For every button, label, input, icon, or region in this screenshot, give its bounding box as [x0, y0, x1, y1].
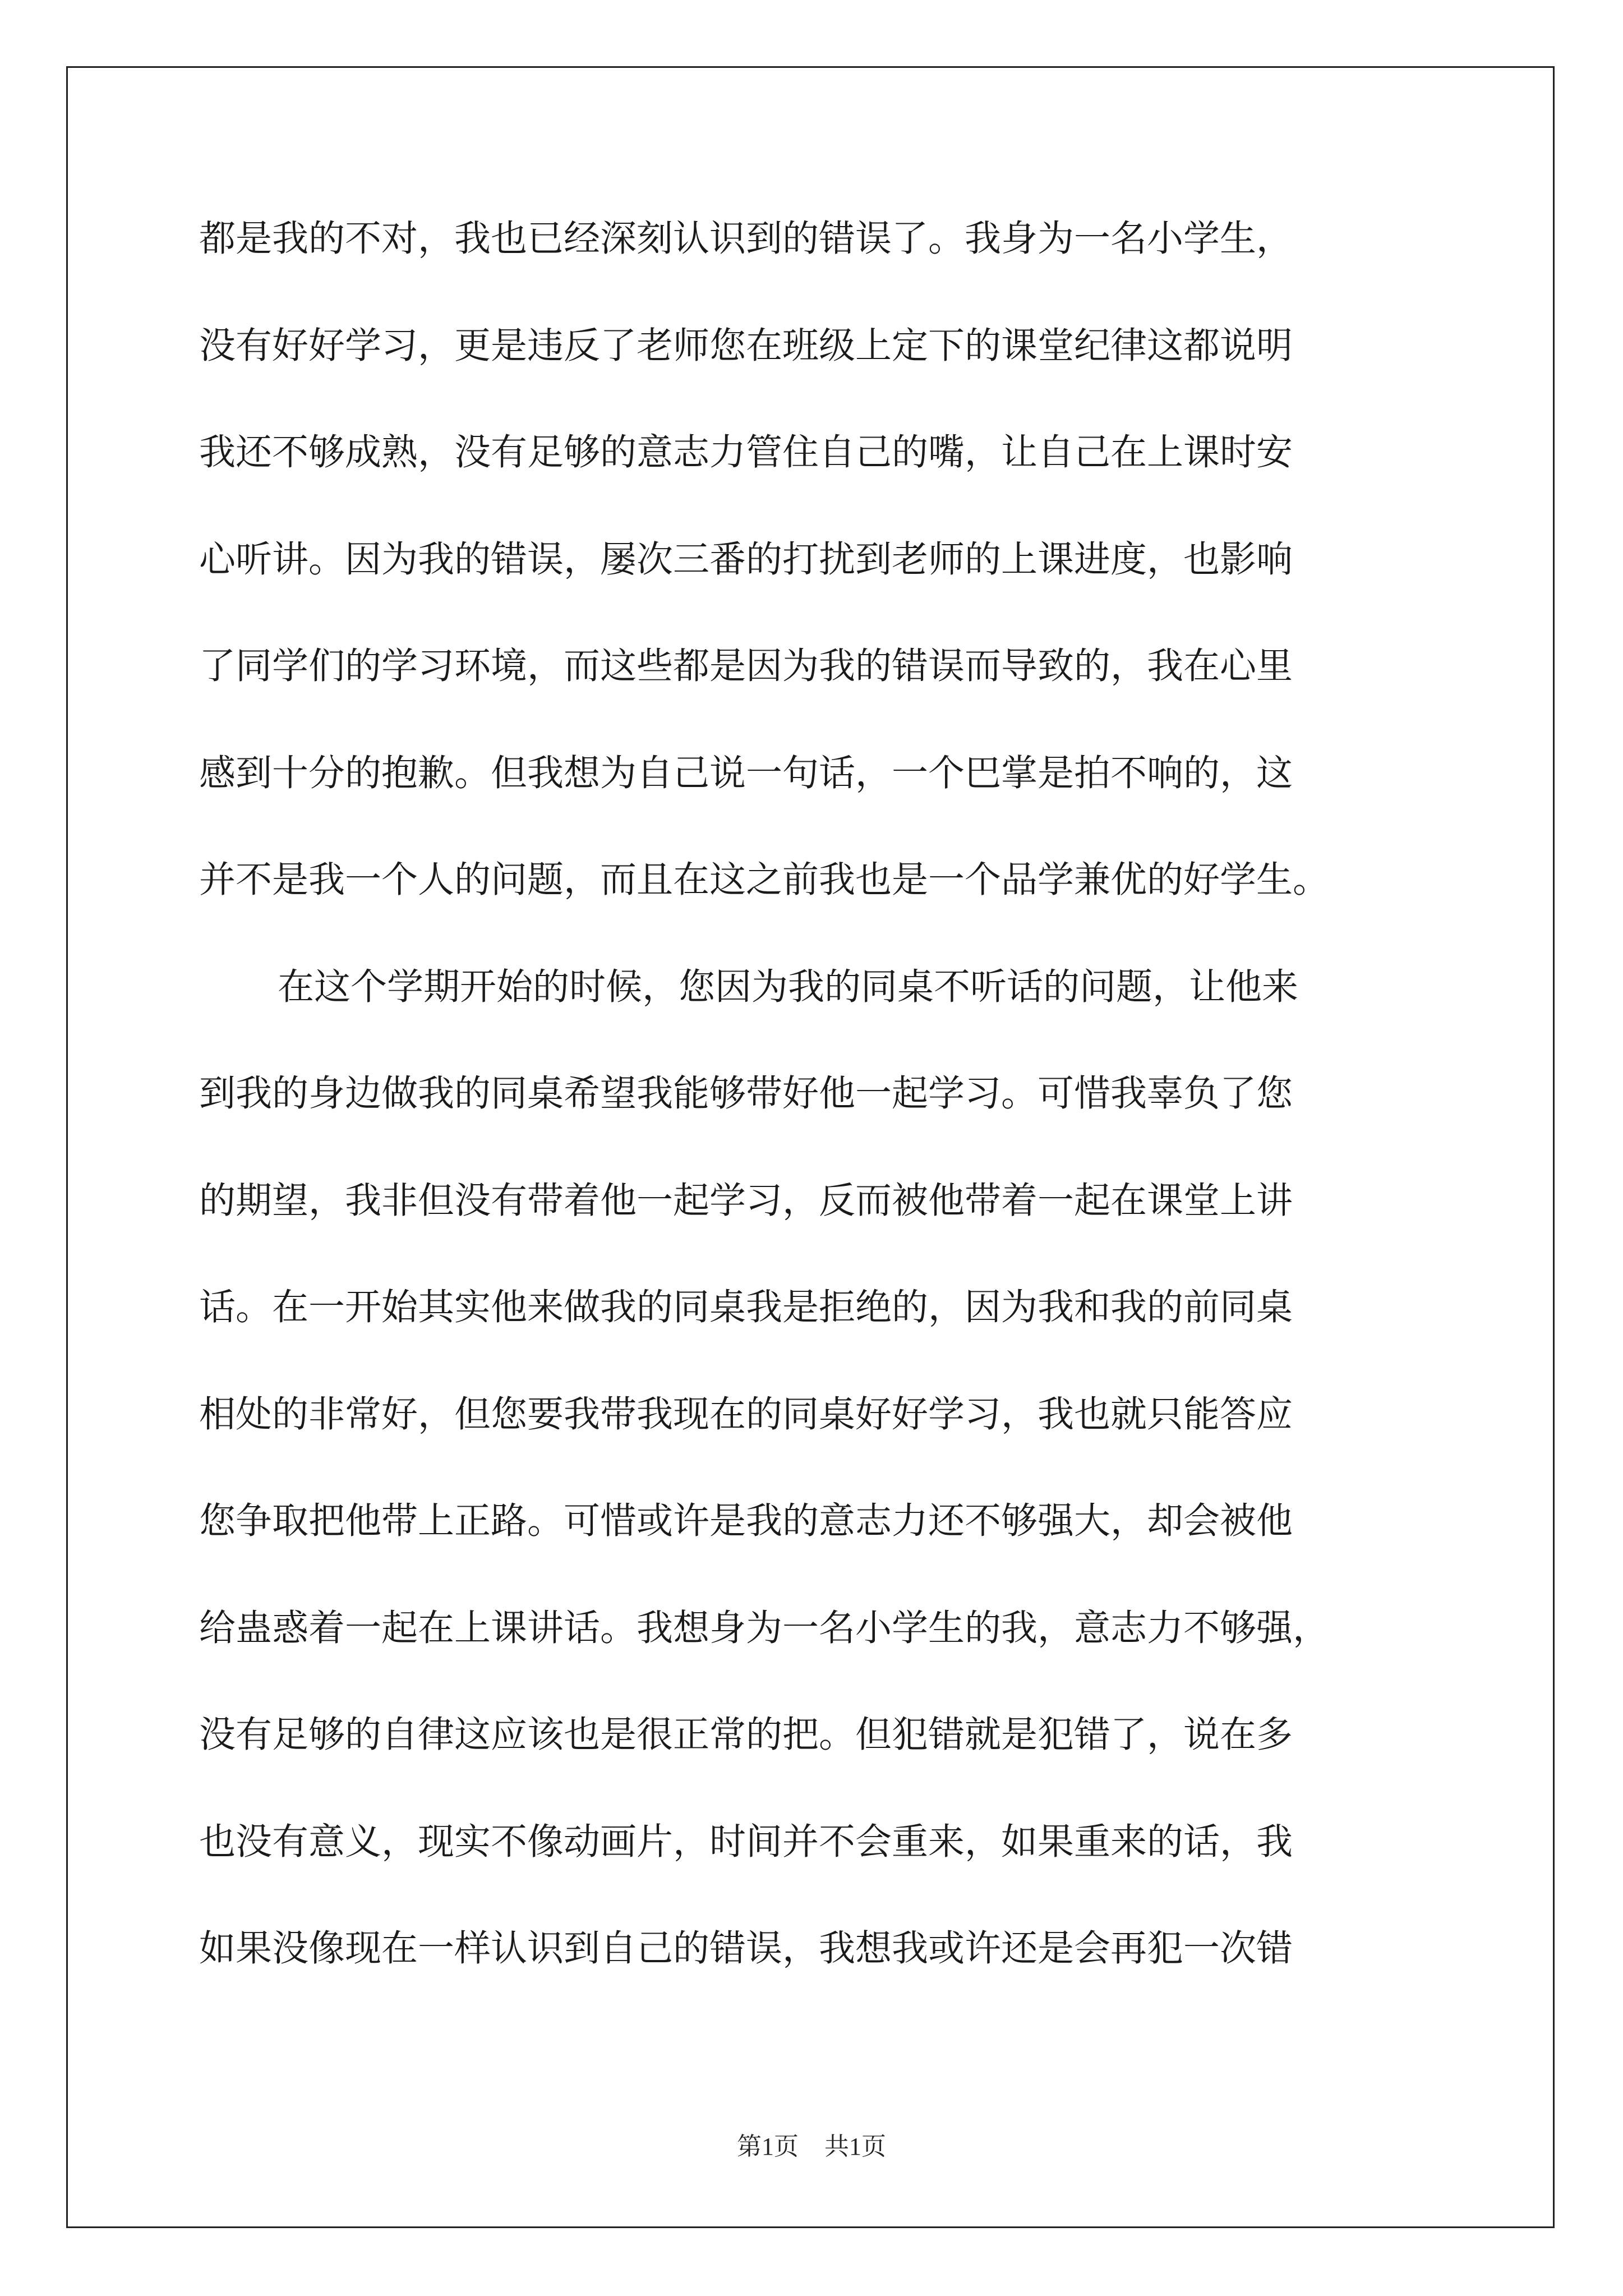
text-line: 的期望，我非但没有带着他一起学习，反而被他带着一起在课堂上讲	[199, 1179, 1293, 1222]
text-line: 话。在一开始其实他来做我的同桌我是拒绝的，因为我和我的前同桌	[199, 1286, 1293, 1328]
text-line: 您争取把他带上正路。可惜或许是我的意志力还不够强大，却会被他	[199, 1500, 1293, 1542]
text-line: 了同学们的学习环境，而这些都是因为我的错误而导致的，我在心里	[199, 645, 1293, 687]
paragraph-start-line: 在这个学期开始的时候，您因为我的同桌不听话的问题，让他来	[278, 965, 1299, 1008]
text-line: 没有足够的自律这应该也是很正常的把。但犯错就是犯错了，说在多	[199, 1714, 1293, 1756]
page-footer	[0, 2126, 1623, 2162]
text-line: 也没有意义，现实不像动画片，时间并不会重来，如果重来的话，我	[199, 1820, 1293, 1863]
text-line: 我还不够成熟，没有足够的意志力管住自己的嘴，让自己在上课时安	[199, 431, 1293, 473]
text-line: 都是我的不对，我也已经深刻认识到的错误了。我身为一名小学生，	[199, 218, 1293, 260]
text-line: 到我的身边做我的同桌希望我能够带好他一起学习。可惜我辜负了您	[199, 1073, 1293, 1115]
text-line: 如果没像现在一样认识到自己的错误，我想我或许还是会再犯一次错	[199, 1927, 1293, 1970]
text-line: 并不是我一个人的问题，而且在这之前我也是一个品学兼优的好学生。	[199, 859, 1330, 901]
text-line: 感到十分的抱歉。但我想为自己说一句话，一个巴掌是拍不响的，这	[199, 752, 1293, 794]
document-body	[199, 219, 1433, 2036]
page-number: 第1页	[737, 2133, 799, 2160]
page-total: 共1页	[824, 2133, 886, 2160]
text-line: 没有好好学习，更是违反了老师您在班级上定下的课堂纪律这都说明	[199, 324, 1293, 367]
text-line: 心听讲。因为我的错误，屡次三番的打扰到老师的上课进度，也影响	[199, 538, 1293, 581]
text-line: 给蛊惑着一起在上课讲话。我想身为一名小学生的我，意志力不够强，	[199, 1607, 1330, 1649]
text-line: 相处的非常好，但您要我带我现在的同桌好好学习，我也就只能答应	[199, 1393, 1293, 1435]
